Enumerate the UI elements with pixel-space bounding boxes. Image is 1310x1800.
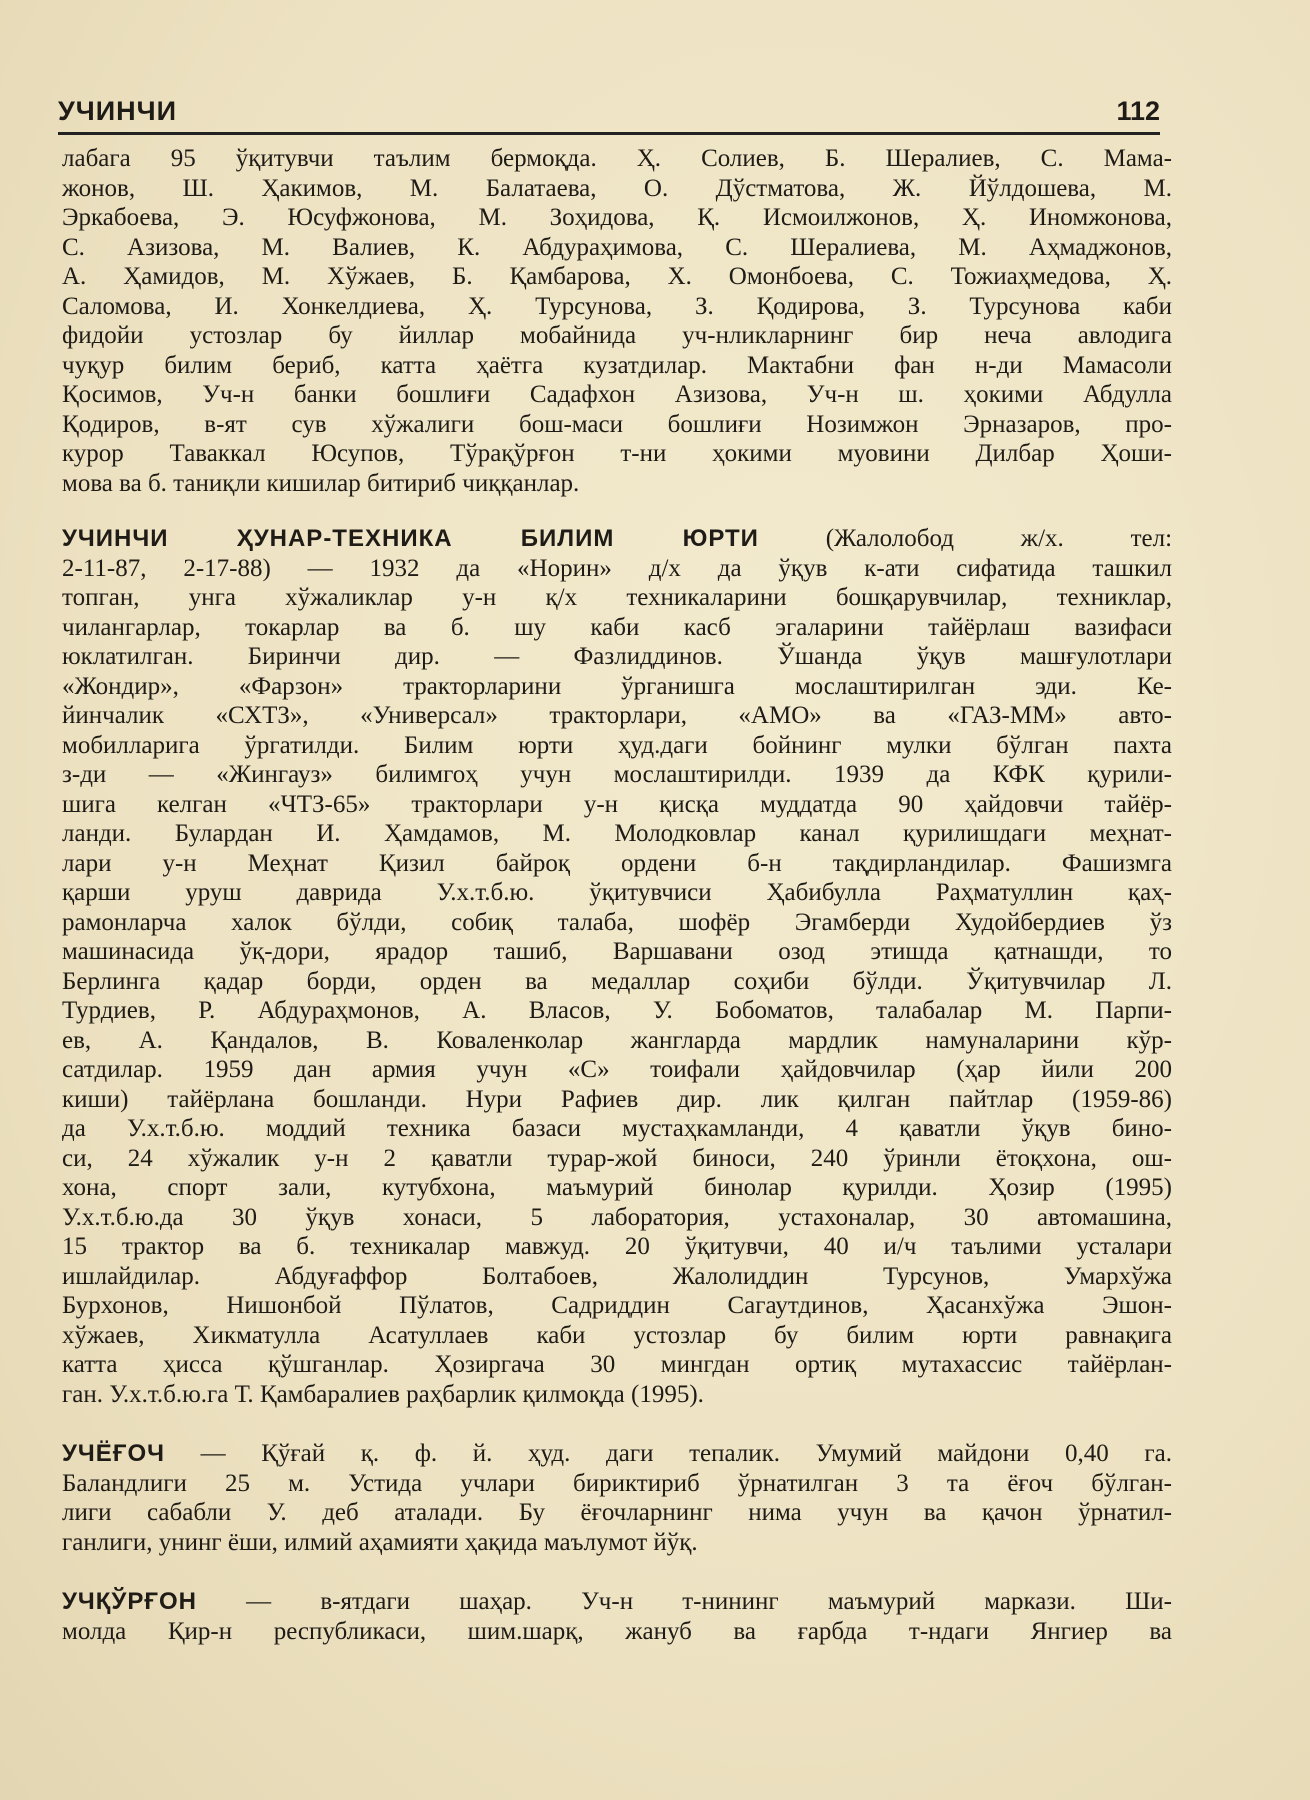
text-line: курор Таваккал Юсупов, Тўрақўрғон т-ни ҳокими муовини Дилбар Ҳоши- [62,440,1172,467]
entry-headword: УЧҚЎРҒОН [62,1588,197,1615]
text-line: Эркабоева, Э. Юсуфжонова, М. Зоҳидова, Қ. Исмоилжонов, Ҳ. Иномжонова, [62,204,1172,231]
entry-continuation [62,144,1172,498]
text-line: юклатилган. Биринчи дир. — Фазлиддинов. Ўшанда ўқув машғулотлари [62,643,1172,670]
text-line: мова ва б. таниқли кишилар битириб чиққанлар. [62,469,580,497]
text-line: Баландлиги 25 м. Устида учлари бириктириб ўрнатилган 3 та ёғоч бўлган- [62,1469,1172,1497]
text-line: Саломова, И. Хонкелдиева, Ҳ. Турсунова, З. Қодирова, З. Турсунова каби [62,292,1172,320]
text-line: чилангарлар, токарлар ва б. шу каби касб эгаларини тайёрлаш вазифаси [62,613,1172,641]
running-head: УЧИНЧИ [58,96,178,126]
text-fragment: — Қўғай қ. ф. й. ҳуд. даги тепалик. Умумий майдони 0,40 га. [200,1440,1172,1467]
text-line: А. Ҳамидов, М. Хўжаев, Б. Қамбарова, Х. Омонбоева, С. Тожиаҳмедова, Ҳ. [62,263,1172,290]
text-line: рамонларча халок бўлди, собиқ талаба, шофёр Эгамберди Худойбердиев ўз [62,908,1172,936]
text-line: «Жондир», «Фарзон» тракторларини ўрганишга мослаштирилган эди. Ке- [62,672,1172,700]
text-line: мобилларига ўргатилди. Билим юрти ҳуд.даги бойнинг мулки бўлган пахта [62,731,1172,759]
text-line: Қосимов, Уч-н банки бошлиғи Садафхон Азизова, Уч-н ш. ҳокими Абдулла [62,381,1172,408]
text-line: си, 24 хўжалик у-н 2 қаватли турар-жой биноси, 240 ўринли ётоқхона, ош- [62,1144,1172,1172]
text-line: чуқур билим бериб, катта ҳаётга кузатдилар. Мактабни фан н-ди Мамасоли [62,351,1172,379]
text-line: 2-11-87, 2-17-88) — 1932 да «Норин» д/х да ўқув к-ати сифатида ташкил [62,554,1172,582]
text-line: ишлайдилар. Абдуғаффор Болтабоев, Жалолиддин Турсунов, Умархўжа [62,1262,1172,1290]
entry-headword: УЧИНЧИ ҲУНАР-ТЕХНИКА БИЛИМ ЮРТИ [62,525,759,552]
text-line: катта ҳисса қўшганлар. Ҳозиргача 30 мингдан ортиқ мутахассис тайёрлан- [62,1351,1172,1378]
page-body [62,144,1172,1646]
text-line: жонов, Ш. Ҳакимов, М. Балатаева, О. Дўстматова, Ж. Йўлдошева, М. [62,174,1172,202]
text-line: молда Қир-н республикаси, шим.шарқ, жануб ва ғарбда т-ндаги Янгиер ва [62,1617,1172,1645]
text-line: 15 трактор ва б. техникалар мавжуд. 20 ўқитувчи, 40 и/ч таълими усталари [62,1233,1172,1260]
text-line: топган, унга хўжаликлар у-н қ/х техникаларини бошқарувчилар, техниклар, [62,584,1172,611]
text-line: лари у-н Меҳнат Қизил байроқ ордени б-н тақдирландилар. Фашизмга [62,849,1172,877]
text-line: У.х.т.б.ю.да 30 ўқув хонаси, 5 лаборатория, устахоналар, 30 автомашина, [62,1203,1172,1231]
text-fragment: — в-ятдаги шаҳар. Уч-н т-нининг маъмурий маркази. Ши- [246,1588,1173,1615]
text-line: машинасида ўқ-дори, ярадор ташиб, Варшавани озод этишда қатнашди, то [62,938,1172,965]
entry-uchyogoch [62,1439,1172,1557]
text-line: лиги сабабли У. деб аталади. Бу ёғочларнинг нима учун ва қачон ўрнатил- [62,1499,1172,1526]
text-line: Берлинга қадар борди, орден ва медаллар соҳиби бўлди. Ўқитувчилар Л. [62,967,1172,995]
text-line: хўжаев, Хикматулла Асатуллаев каби устозлар бу билим юрти равнақига [62,1321,1172,1349]
text-line: хона, спорт зали, кутубхона, маъмурий бинолар қурилди. Ҳозир (1995) [62,1174,1172,1201]
text-line: қарши уруш даврида У.х.т.б.ю. ўқитувчиси Ҳабибулла Раҳматуллин қаҳ- [62,879,1172,906]
entry-headword: УЧЁҒОЧ [62,1440,165,1467]
entry-uchinchi-hunar-texnika [62,524,1172,1409]
entry-first-line [62,1587,1172,1617]
text-line: да У.х.т.б.ю. моддий техника базаси мустаҳкамланди, 4 қаватли ўқув бино- [62,1115,1172,1142]
page-header [58,92,1160,135]
text-line: фидойи устозлар бу йиллар мобайнида уч-нликларнинг бир неча авлодига [62,322,1172,349]
text-fragment: (Жалолобод ж/х. тел: [825,525,1173,552]
text-line: киши) тайёрлана бошланди. Нури Рафиев дир. лик қилган пайтлар (1959-86) [62,1085,1172,1113]
text-line: з-ди — «Жингауз» билимгоҳ учун мослаштирилди. 1939 да КФК қурили- [62,761,1172,788]
text-line: сатдилар. 1959 дан армия учун «С» тоифали ҳайдовчилар (ҳар йили 200 [62,1056,1172,1083]
entry-first-line [62,524,1172,554]
text-line: Қодиров, в-ят сув хўжалиги бош-маси бошлиғи Нозимжон Эрназаров, про- [62,410,1172,438]
text-line: С. Азизова, М. Валиев, К. Абдураҳимова, С. Шералиева, М. Аҳмаджонов, [62,233,1172,261]
entry-uchqorgon [62,1587,1172,1646]
text-line: ев, А. Қандалов, В. Коваленколар жангларда мардлик намуналарини кўр- [62,1026,1172,1054]
text-line: ганлиги, унинг ёши, илмий аҳамияти ҳақида маълумот йўқ. [62,1528,698,1556]
text-line: шига келган «ЧТЗ-65» тракторлари у-н қисқа муддатда 90 ҳайдовчи тайёр- [62,790,1172,818]
text-line: ган. У.х.т.б.ю.га Т. Қамбаралиев раҳбарлик қилмоқда (1995). [62,1380,704,1408]
entry-first-line [62,1439,1172,1469]
text-line: Турдиев, Р. Абдураҳмонов, А. Власов, У. Бобоматов, талабалар М. Парпи- [62,997,1172,1024]
text-line: ланди. Булардан И. Ҳамдамов, М. Молодковлар канал қурилишдаги меҳнат- [62,820,1172,847]
text-line: Бурхонов, Нишонбой Пўлатов, Садриддин Сагаутдинов, Ҳасанхўжа Эшон- [62,1292,1172,1319]
text-line: йинчалик «СХТЗ», «Универсал» тракторлари, «АМО» ва «ГАЗ-ММ» авто- [62,702,1172,729]
page-number: 112 [1116,96,1160,126]
text-line: лабага 95 ўқитувчи таълим бермоқда. Ҳ. Солиев, Б. Шералиев, С. Мама- [62,145,1172,172]
